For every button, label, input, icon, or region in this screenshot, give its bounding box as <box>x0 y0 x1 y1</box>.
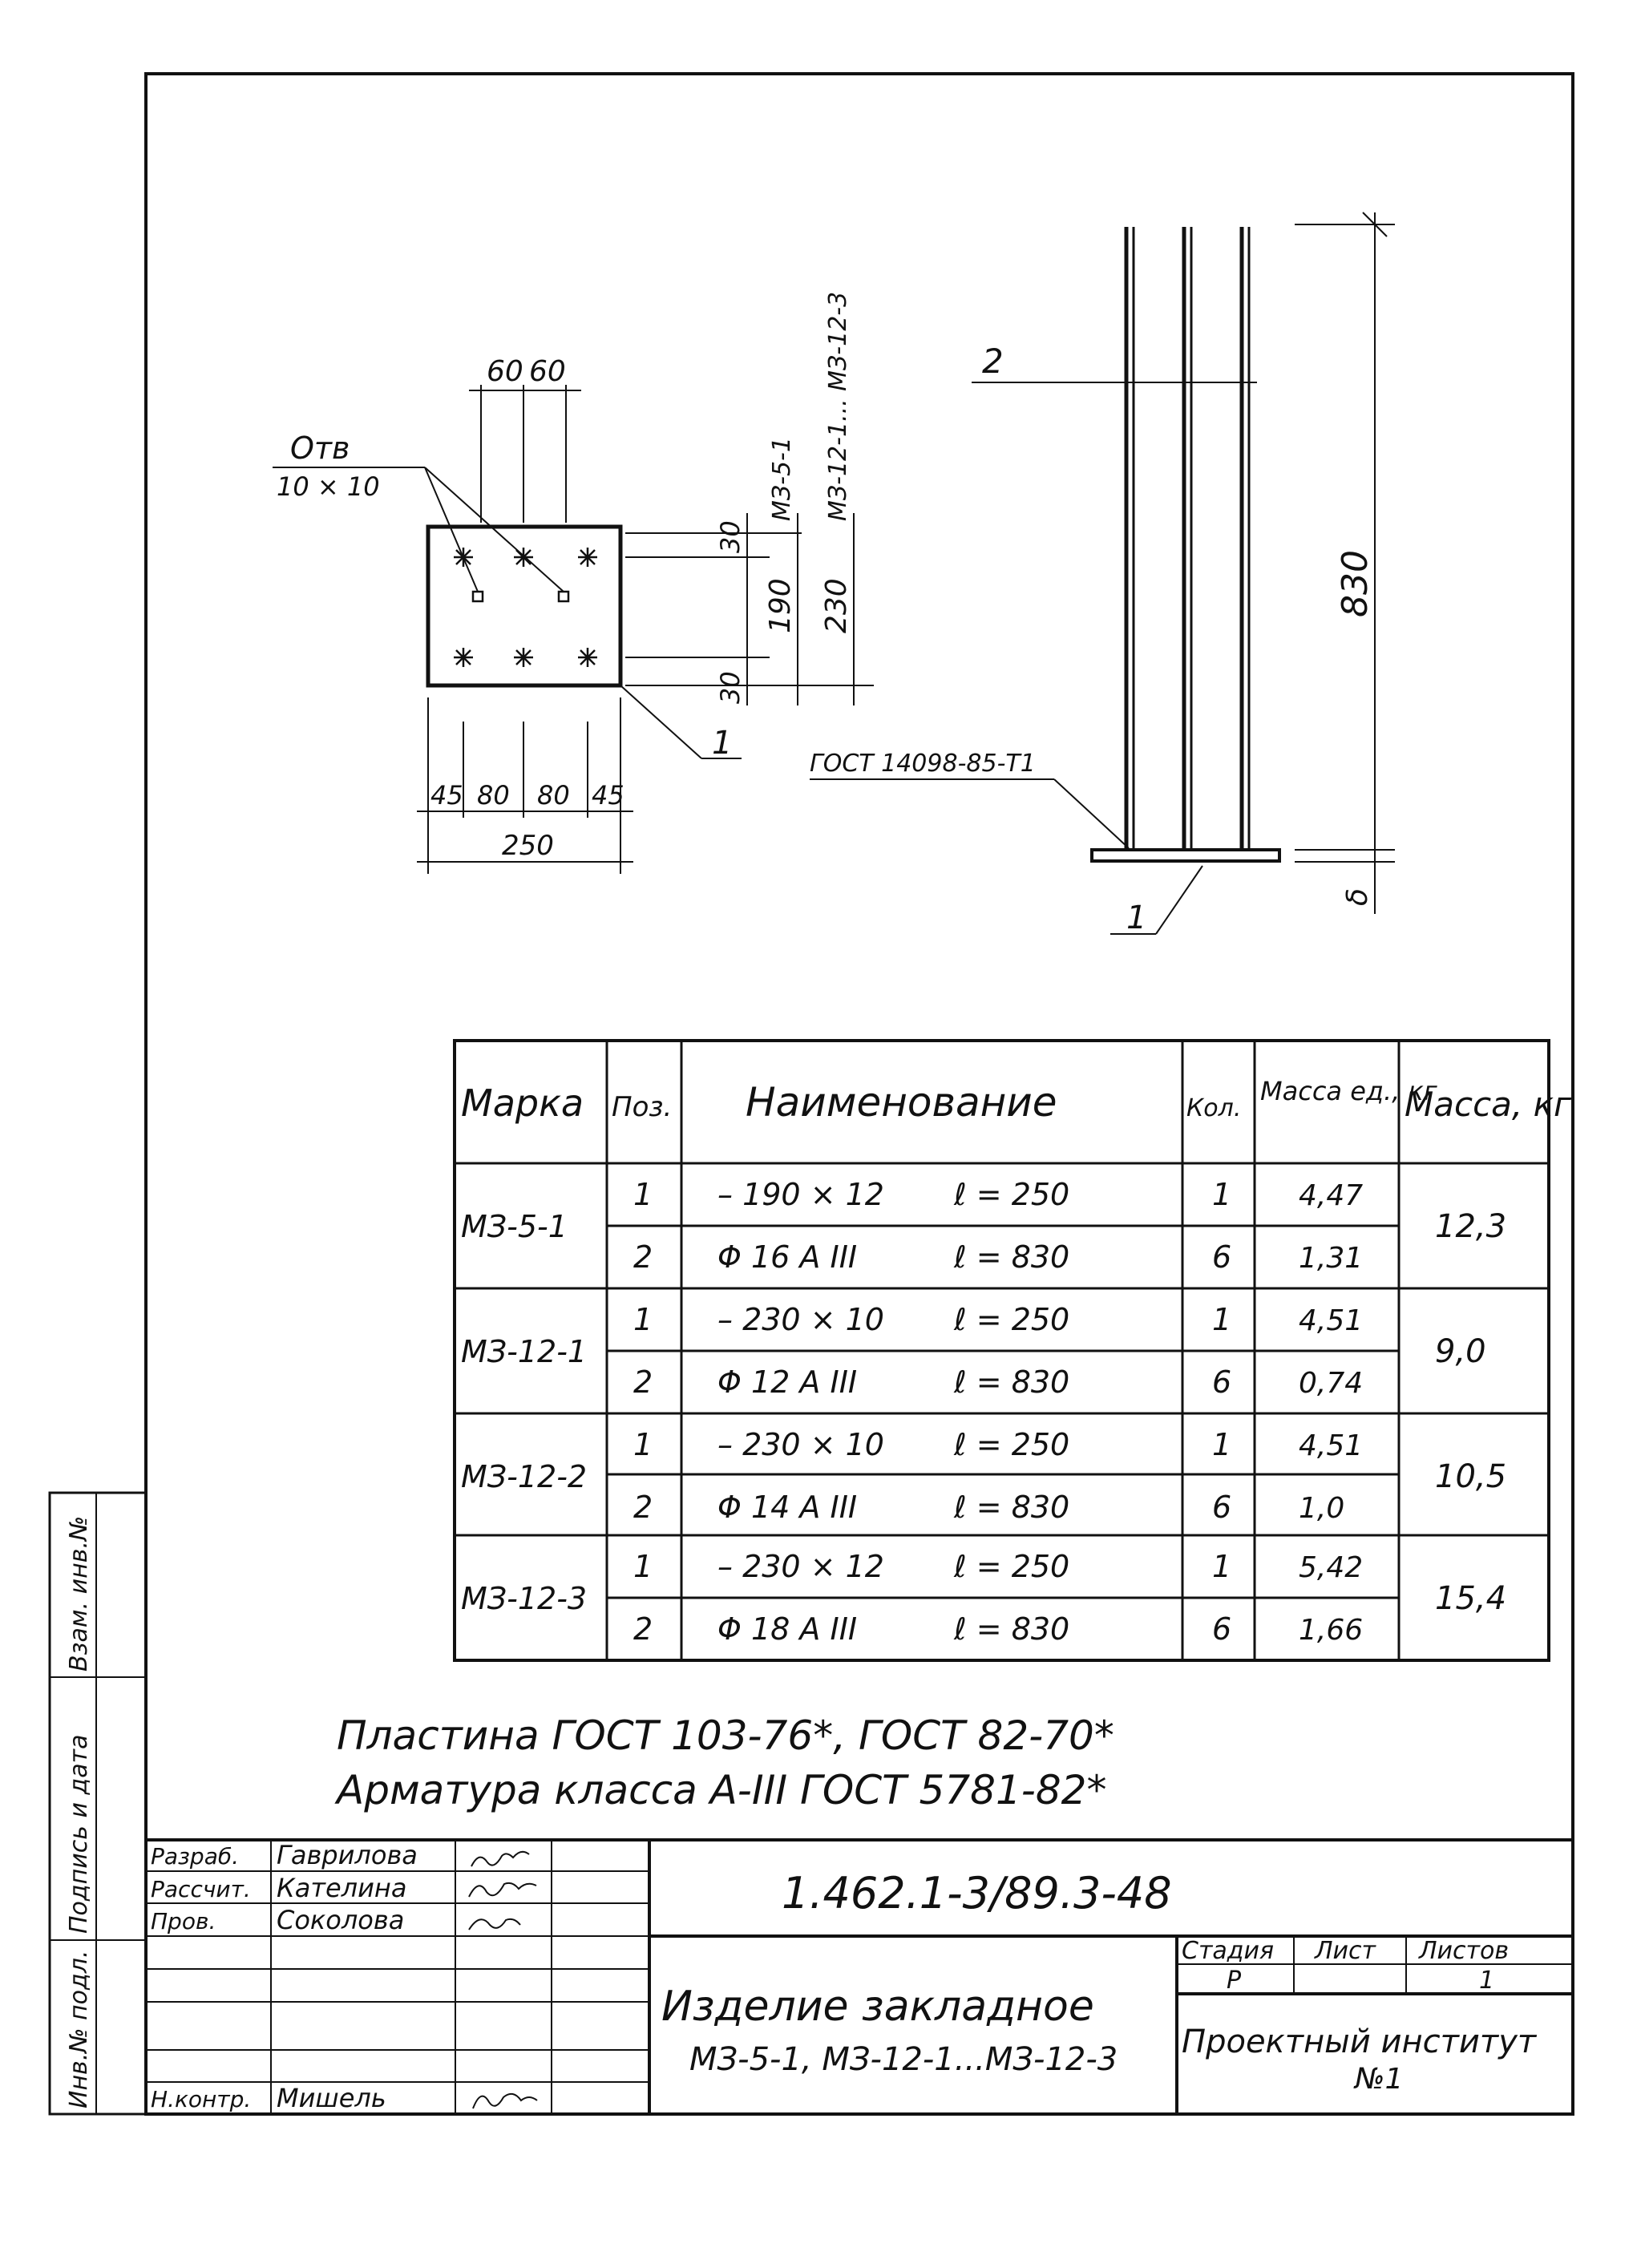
row-unit-mass: 4,47 <box>1299 1179 1364 1212</box>
row-qty: 1 <box>1212 1427 1232 1462</box>
top-dim-2: 60 <box>529 355 566 388</box>
row-name: – 230 × 12 <box>717 1549 884 1584</box>
row-name: – 190 × 12 <box>717 1177 884 1212</box>
row-length: ℓ = 830 <box>954 1490 1070 1525</box>
tb-role-4: Н.контр. <box>151 2086 252 2112</box>
note-1: Пластина ГОСТ 103-76*, ГОСТ 82-70* <box>337 1712 1114 1759</box>
dim-30-bottom: 30 <box>715 671 746 704</box>
hole-label: Отв <box>290 431 350 466</box>
top-dim-1: 60 <box>487 355 523 388</box>
tb-name-4: Мишель <box>277 2083 386 2113</box>
row-pos: 1 <box>633 1302 653 1337</box>
row-unit-mass: 4,51 <box>1299 1304 1364 1337</box>
hdr-mark: Марка <box>461 1081 584 1125</box>
side-stamp-3: Инв.№ подл. <box>65 1950 93 2108</box>
dim-30-top: 30 <box>715 520 746 553</box>
delta-symbol: δ <box>1341 887 1374 906</box>
row-total-mass: 15,4 <box>1435 1580 1507 1617</box>
plate-section <box>1092 850 1279 861</box>
hole-size: 10 × 10 <box>277 471 380 502</box>
row-pos: 2 <box>633 1490 653 1525</box>
row-mark: МЗ-12-1 <box>461 1334 588 1369</box>
row-unit-mass: 4,51 <box>1299 1429 1364 1462</box>
row-qty: 6 <box>1212 1239 1232 1275</box>
row-qty: 6 <box>1212 1490 1232 1525</box>
hdr-unit-mass: Масса ед., кг <box>1260 1076 1437 1106</box>
hdr-qty: Кол. <box>1186 1094 1242 1122</box>
anchor-bars <box>1126 227 1249 850</box>
hdr-name: Наименование <box>746 1079 1057 1126</box>
sheet-label: Лист <box>1315 1937 1376 1965</box>
tb-role-2: Рассчит. <box>151 1876 251 1902</box>
row-pos: 2 <box>633 1239 653 1275</box>
hdr-pos: Поз. <box>612 1091 673 1123</box>
tb-name-2: Кателина <box>277 1873 407 1903</box>
row-pos: 1 <box>633 1427 653 1462</box>
row-pos: 2 <box>633 1364 653 1400</box>
row-unit-mass: 1,66 <box>1299 1614 1364 1647</box>
weld-std: ГОСТ 14098-85-Т1 <box>810 750 1036 778</box>
row-pos: 2 <box>633 1611 653 1647</box>
row-name: Φ 18 A III <box>717 1611 858 1647</box>
row-length: ℓ = 830 <box>954 1239 1070 1275</box>
width-dim: 250 <box>502 830 554 862</box>
dim-190: 190 <box>764 578 797 633</box>
bottom-dim-1: 45 <box>430 780 463 811</box>
row-unit-mass: 5,42 <box>1299 1551 1364 1584</box>
row-qty: 1 <box>1212 1302 1232 1337</box>
row-mark: МЗ-5-1 <box>461 1209 568 1244</box>
height-dim: 830 <box>1335 550 1376 617</box>
tb-name-1: Гаврилова <box>277 1840 418 1870</box>
document-subtitle: МЗ-5-1, МЗ-12-1...МЗ-12-3 <box>689 2041 1118 2078</box>
row-name: – 230 × 10 <box>717 1427 884 1462</box>
anchor-marks <box>454 548 597 667</box>
row-name: Φ 16 A III <box>717 1239 858 1275</box>
bottom-dim-2: 80 <box>477 780 510 811</box>
note-2: Арматура класса А-III ГОСТ 5781-82* <box>337 1767 1107 1813</box>
tb-name-3: Соколова <box>277 1905 405 1935</box>
pos1-plan: 1 <box>712 725 733 762</box>
stage-value: Р <box>1227 1967 1242 1995</box>
row-unit-mass: 1,0 <box>1299 1492 1345 1525</box>
row-total-mass: 10,5 <box>1435 1458 1507 1495</box>
hdr-mass: Масса, кг <box>1405 1085 1572 1124</box>
row-total-mass: 9,0 <box>1435 1333 1486 1370</box>
dim-230: 230 <box>820 578 853 633</box>
signatures <box>469 1852 537 2108</box>
row-pos: 1 <box>633 1549 653 1584</box>
row-total-mass: 12,3 <box>1435 1208 1507 1245</box>
org-line-2: №1 <box>1355 2063 1404 2096</box>
sheets-label: Листов <box>1419 1937 1510 1965</box>
row-qty: 6 <box>1212 1364 1232 1400</box>
row-length: ℓ = 830 <box>954 1364 1070 1400</box>
row-mark: МЗ-12-2 <box>461 1459 588 1494</box>
tb-role-1: Разраб. <box>151 1843 240 1870</box>
side-stamp-frame <box>50 1493 146 2114</box>
pos1-elev: 1 <box>1126 900 1147 936</box>
side-stamp-1: Взам. инв.№ <box>65 1515 93 1672</box>
org-line-1: Проектный институт <box>1182 2023 1537 2060</box>
sheets-value: 1 <box>1479 1967 1495 1995</box>
tb-role-3: Пров. <box>151 1908 216 1934</box>
document-code: 1.462.1-3/89.3-48 <box>782 1868 1172 1918</box>
row-name: Φ 12 A III <box>717 1364 858 1400</box>
document-title: Изделие закладное <box>661 1983 1094 2031</box>
pos2-elev: 2 <box>982 342 1004 381</box>
row-unit-mass: 1,31 <box>1299 1242 1364 1275</box>
row-length: ℓ = 830 <box>954 1611 1070 1647</box>
row-mark: МЗ-12-3 <box>461 1581 588 1616</box>
row-unit-mass: 0,74 <box>1299 1367 1364 1400</box>
bottom-dim-4: 45 <box>592 780 624 811</box>
row-qty: 1 <box>1212 1549 1232 1584</box>
stage-label: Стадия <box>1182 1937 1275 1965</box>
row-qty: 6 <box>1212 1611 1232 1647</box>
label-m3-5-1: МЗ-5-1 <box>768 437 796 521</box>
side-stamp-2: Подпись и дата <box>65 1734 93 1934</box>
label-m3-12: МЗ-12-1... МЗ-12-3 <box>824 291 852 521</box>
row-length: ℓ = 250 <box>954 1302 1070 1337</box>
spec-table-body <box>461 1177 1506 1647</box>
row-length: ℓ = 250 <box>954 1549 1070 1584</box>
row-name: – 230 × 10 <box>717 1302 884 1337</box>
row-length: ℓ = 250 <box>954 1427 1070 1462</box>
row-pos: 1 <box>633 1177 653 1212</box>
row-name: Φ 14 A III <box>717 1490 858 1525</box>
row-qty: 1 <box>1212 1177 1232 1212</box>
bottom-dim-3: 80 <box>537 780 570 811</box>
row-length: ℓ = 250 <box>954 1177 1070 1212</box>
